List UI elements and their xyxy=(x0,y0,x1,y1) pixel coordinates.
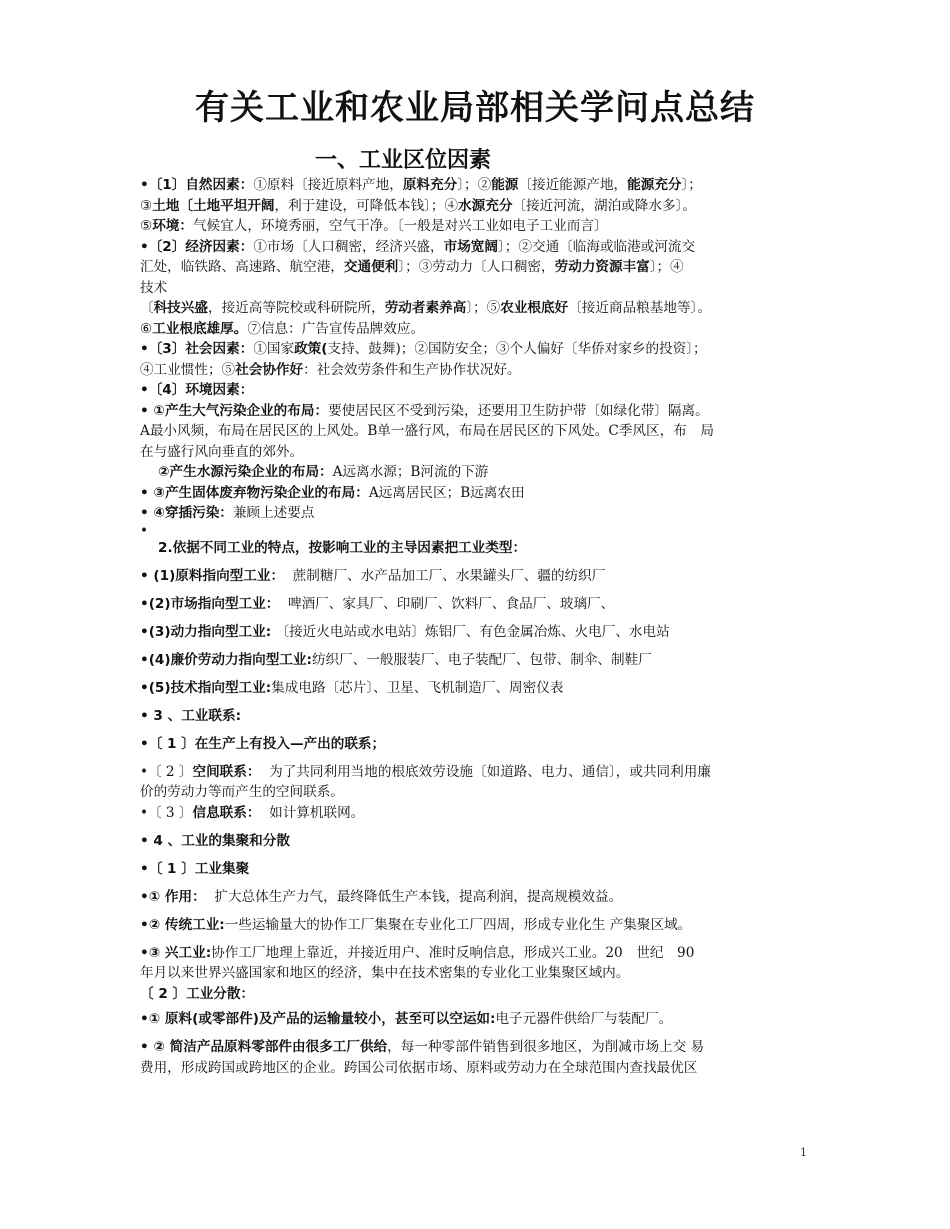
social-factors-line-1: •〔3〕社会因素：①国家政策(支持、鼓舞)；②国防安全；③个人偏好〔华侨对家乡的投资〕； xyxy=(140,341,707,357)
economic-factors-line-5: ⑥工业根底雄厚。⑦信息：广告宣传品牌效应。 xyxy=(140,320,425,337)
industrial-links-heading: • 3 、工业联系: xyxy=(140,707,242,724)
env-item-cross: • ④穿插污染：兼顾上述要点 xyxy=(140,505,315,521)
natural-factors-line-1: •〔1〕自然因素：①原料〔接近原料产地，原料充分〕；②能源〔接近能源产地，能源充分〕； xyxy=(140,177,702,193)
dispersion-item-2-line-2: 费用，形成跨国或跨地区的企业。跨国公司依据市场、原料或劳动力在全球范围内查找最优区 xyxy=(140,1059,698,1076)
environment-factors-heading: •〔4〕环境因素： xyxy=(140,382,254,398)
env-item-water: ②产生水源污染企业的布局：A远离水源；B河流的下游 xyxy=(158,464,489,480)
economic-factors-line-4: 〔科技兴盛，接近高等院校或科研院所，劳动者素养高〕；⑤农业根底好〔接近商品粮基地等〕。 xyxy=(140,300,711,316)
env-item-air-line-3: 在与盛行风向垂直的郊外。 xyxy=(140,443,304,460)
agglomeration-heading: • 4 、工业的集聚和分散 xyxy=(140,832,290,849)
link-info: •〔 3 〕信息联系： 如计算机联网。 xyxy=(140,804,365,821)
document-body xyxy=(140,175,830,1078)
link-input-output: •〔 1 〕在生产上有投入—产出的联系； xyxy=(140,735,386,752)
section-heading: 一、工业区位因素 xyxy=(315,148,492,173)
link-spatial: •〔 2 〕空间联系： 为了共同利用当地的根底效劳设施〔如道路、电力、通信〕，或共同利用廉 xyxy=(140,763,711,780)
env-item-air: • ①产生大气污染企业的布局：要使居民区不受到污染，还要用卫生防护带〔如绿化带〕隔离。 xyxy=(140,402,709,419)
natural-factors-line-2: ③土地〔土地平坦开阔，利于建设，可降低本钱〕；④水源充分〔接近河流，湖泊或降水多〕。 xyxy=(140,197,696,214)
page-number: 1 xyxy=(800,1146,807,1159)
agglomeration-traditional: •② 传统工业:一些运输量大的协作工厂集聚在专业化工厂四周，形成专业化生 产集聚区域。 xyxy=(140,916,692,933)
dispersion-item-2: • ② 简洁产品原料零部件由很多工厂供给，每一种零部件销售到很多地区，为削减市场上交 易 xyxy=(140,1039,705,1055)
economic-factors-line-2: 汇处，临铁路、高速路、航空港，交通便利〕；③劳动力〔人口稠密，劳动力资源丰富〕；④ xyxy=(140,259,684,275)
type-raw-material: • (1)原料指向型工业： 蔗制糖厂、水产品加工厂、水果罐头厂、疆的纺织厂 xyxy=(140,567,606,584)
dispersion-item-1: •① 原料(或零部件)及产品的运输量较小，甚至可以空运如:电子元器件供给厂与装配厂。 xyxy=(140,1011,673,1027)
natural-factors-line-3: ⑤环境：气候宜人，环境秀丽，空气干净。〔一般是对兴工业如电子工业而言〕 xyxy=(140,218,608,234)
type-power: •(3)动力指向型工业: 〔接近火电站或水电站〕炼铝厂、有色金属冶炼、火电厂、水电站 xyxy=(140,623,670,640)
env-item-solid: • ③产生固体废弃物污染企业的布局：A远离居民区；B远离农田 xyxy=(140,484,525,501)
economic-factors-line-3: 技术 xyxy=(140,279,168,296)
type-labor: •(4)廉价劳动力指向型工业:纺织厂、一般服装厂、电子装配厂、包带、制伞、制鞋厂 xyxy=(140,651,652,668)
type-technology: •(5)技术指向型工业:集成电路〔芯片〕、卫星、飞机制造厂、周密仪表 xyxy=(140,679,564,696)
industry-types-heading: 2.依据不同工业的特点，按影响工业的主导因素把工业类型： xyxy=(158,539,527,556)
agglomeration-effect: •① 作用： 扩大总体生产力气，最终降低生产本钱，提高利润，提高规模效益。 xyxy=(140,888,623,905)
agglomeration-subheading: •〔 1 〕工业集聚 xyxy=(140,860,250,877)
agglomeration-emerging-line-2: 年月以来世界兴盛国家和地区的经济，集中在技术密集的专业化工业集聚区域内。 xyxy=(140,965,630,981)
page-title: 有关工业和农业局部相关学问点总结 xyxy=(195,88,755,128)
env-item-air-line-2: A最小风频，布局在居民区的上风处。B单一盛行风，布局在居民区的下风处。C季风区，布 局 xyxy=(140,423,714,439)
link-spatial-line-2: 价的劳动力等而产生的空间联系。 xyxy=(140,784,344,800)
empty-bullet: • xyxy=(140,523,149,538)
agglomeration-emerging: •③ 兴工业:协作工厂地理上靠近，并接近用户、准时反响信息，形成兴工业。20 世纪 90 xyxy=(140,944,695,961)
type-market: •(2)市场指向型工业： 啤酒厂、家具厂、印刷厂、饮料厂、食品厂、玻璃厂、 xyxy=(140,595,615,612)
economic-factors-line-1: •〔2〕经济因素：①市场〔人口稠密，经济兴盛，市场宽阔〕；②交通〔临海或临港或河流交 xyxy=(140,238,696,255)
social-factors-line-2: ④工业惯性；⑤社会协作好：社会效劳条件和生产协作状况好。 xyxy=(140,361,521,378)
dispersion-subheading: 〔 2 〕工业分散： xyxy=(140,985,255,1002)
